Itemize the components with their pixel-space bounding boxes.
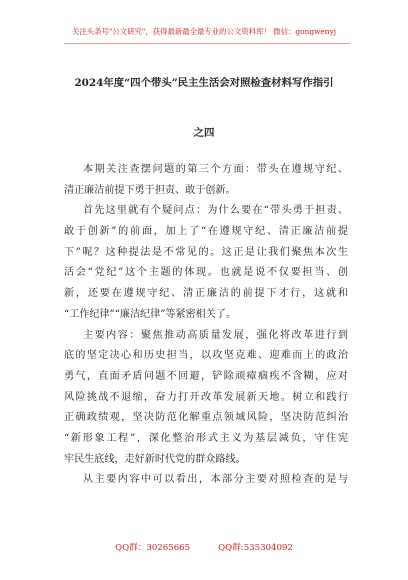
paragraph-line: 新，还要在遵规守纪、清正廉洁的前提下才行，这就和 xyxy=(64,288,348,300)
paragraph-line: 下”呢？这种提法是不常见的。这正是让我们聚焦本次生 xyxy=(64,246,348,258)
paragraph-line: 从主要内容中可以看出，本部分主要对照检查的是与 xyxy=(83,474,348,486)
paragraph-line: 首先这里就有个疑问点：为什么要在“带头勇于担责、 xyxy=(83,205,348,217)
paragraph-line: 本期关注查摆问题的第三个方面：带头在遵规守纪、 xyxy=(83,164,348,175)
header-banner: 关注头条号"公文研究"，获得最新最全最专业的公文资料库！ 微信：gongwenyj xyxy=(71,27,337,36)
paragraph-line: “新形象工程”，深化整治形式主义为基层减负，守住宪 xyxy=(64,432,348,444)
document-title: 2024年度“四个带头”民主生活会对照检查材料写作指引 xyxy=(74,77,334,89)
paragraph-4 xyxy=(64,470,348,491)
paragraph-line: 活会“党纪”这个主题的体现。也就是说不仅要担当、创 xyxy=(64,267,348,279)
paragraph-line: 风险挑战不退缩，奋力打开改革发展新天地。树立和践行 xyxy=(64,391,348,403)
paragraph-line: 正确政绩观，坚决防范化解重点领域风险，坚决防范纠治 xyxy=(64,412,348,424)
paragraph-2 xyxy=(64,201,348,325)
document-body xyxy=(64,160,348,491)
paragraph-line: 主要内容：聚焦推动高质量发展，强化将改革进行到 xyxy=(83,329,348,341)
paragraph-line: 清正廉洁前提下勇于担责、敢于创新。 xyxy=(64,184,236,196)
document-subtitle: 之四 xyxy=(193,127,215,139)
footer-qq-group-2: QQ群:535304092 xyxy=(218,543,293,553)
paragraph-3 xyxy=(64,326,348,471)
paragraph-line: 敢于创新”的前面，加上了“在遵规守纪、清正廉洁前提 xyxy=(64,226,348,238)
paragraph-line: 牢民生底线，走好新时代党的群众路线。 xyxy=(64,453,246,465)
footer-contacts xyxy=(0,541,408,553)
paragraph-line: “工作纪律”“廉洁纪律”等紧密相关了。 xyxy=(64,308,237,320)
paragraph-line: 勇气，直面矛盾问题不回避，铲除顽瘴痼疾不含糊，应对 xyxy=(64,370,348,382)
header-divider xyxy=(64,43,350,44)
paragraph-line: 底的坚定决心和历史担当，以攻坚克难、迎难而上的政治 xyxy=(64,350,348,362)
paragraph-1 xyxy=(64,160,348,201)
footer-qq-group-1: QQ群：30265665 xyxy=(115,543,191,553)
